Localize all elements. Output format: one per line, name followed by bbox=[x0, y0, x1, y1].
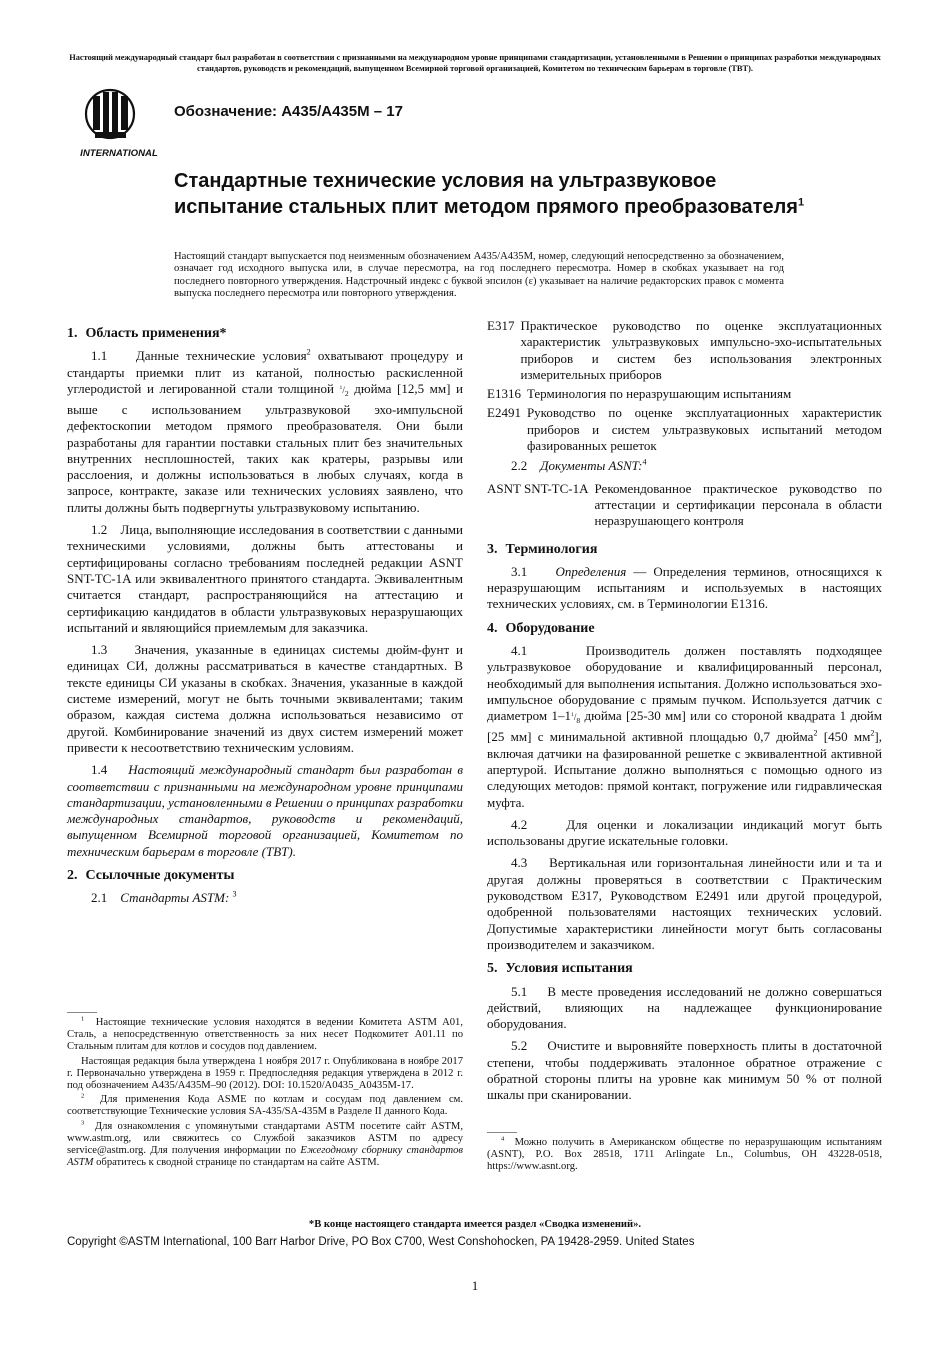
paragraph-number: 1.2 bbox=[91, 522, 108, 538]
paragraph-1-3 bbox=[67, 642, 463, 756]
text: Настоящий международный стандарт был разработан в соответствии с признанными на международном уровне принципами стандартизации, установленными в Решении о принципах разработки международных стандартов, руководств и рекомендаций, выпущенном Всемирной торговой организацией, Комитетом по техническим барьерам в торговле (TBT). bbox=[67, 762, 463, 859]
text: В месте проведения исследований не должно совершаться действий, влияющих на надлежащее функционирование оборудования. bbox=[487, 983, 883, 1032]
astm-logo-text: INTERNATIONAL bbox=[80, 148, 158, 159]
section-title: Область применения* bbox=[85, 326, 227, 341]
footnote-3: $^3$ Для ознакомления с упомянутыми стандартами ASTM посетите сайт ASTM, www.astm.org, или свяжитесь со Службой заказчиков ASTM по адресу service@astm.org. Для получения информации по Ежегодному сборнику стандартов ASTM обратитесь к сводной странице по стандартам на сайте ASTM. bbox=[67, 1119, 463, 1169]
asnt-references-list bbox=[487, 481, 882, 530]
paragraph-number: 4.2 bbox=[511, 816, 528, 832]
footnote-mark: 2 bbox=[306, 347, 311, 357]
right-column bbox=[487, 318, 882, 1110]
paragraph-3-1 bbox=[487, 564, 882, 613]
section-number: 5. bbox=[487, 961, 498, 977]
paragraph-number: 2.1 bbox=[91, 890, 108, 906]
reference-code: E2491 bbox=[487, 405, 521, 421]
reference-title: Руководство по оценке эксплуатационных характеристик приборов и систем ультразвуковых испытаний методом фазированных решеток bbox=[526, 405, 882, 454]
footnote-mark: 3 bbox=[232, 889, 237, 899]
page-number: 1 bbox=[471, 1278, 479, 1293]
text: дюйма [12,5 мм] и выше с использованием ультразвуковой эхо-импульсной дефектоскопии методом прямого преобразователя. Они были разработаны для гарантии поставки стальных плит без значительных внутренних несплошностей, таких как кратеры, разрывы или расслоения, и должны использоваться в любых случаях, когда в запросе, контракте, заказе или технических условиях заявлено, что плиты должны быть подвергнуты ультразвуковому испытанию. bbox=[67, 380, 464, 515]
copyright-line: Copyright ©ASTM International, 100 Barr Harbor Drive, PO Box C700, West Conshohocken, PA 19428-2959. United States bbox=[67, 1236, 695, 1248]
paragraph-number: 3.1 bbox=[511, 563, 528, 579]
paragraph-2-1 bbox=[67, 890, 463, 906]
reference-code: E317 bbox=[487, 318, 515, 333]
reference-code: ASNT SNT-TC-1A bbox=[487, 480, 589, 496]
term: Определения bbox=[555, 563, 627, 579]
section-number: 4. bbox=[487, 620, 498, 636]
section-4-heading bbox=[487, 621, 882, 637]
paragraph-1-2 bbox=[67, 522, 463, 636]
paragraph-number: 1.4 bbox=[91, 762, 108, 778]
paragraph-5-1 bbox=[487, 984, 882, 1033]
text: охватывают процедуру и стандарты приемки плит из катаной, полностью раскисленной углеродистой и легированной стали толщиной bbox=[67, 348, 464, 396]
section-number: 1. bbox=[67, 326, 78, 341]
section-title: Условия испытания bbox=[505, 961, 633, 977]
designation: Обозначение: A435/A435M – 17 bbox=[174, 103, 403, 120]
paragraph-2-2 bbox=[487, 458, 882, 474]
text: Лица, выполняющие исследования в соответствии с данными техническими условиями, должны быть аттестованы и сертифицированы согласно требованиям последней редакции ASNT SNT-TC-1A или эквивалентного принятого стандарта. Эквивалентным считается стандарт, распространяющийся на аттестацию и сертификацию кандидатов в области ультразвуковых неразрушающих испытаний и являющийся приемлемым для заказчика. bbox=[67, 522, 463, 635]
footnote-rule bbox=[487, 1132, 517, 1133]
astm-references-list bbox=[487, 318, 882, 454]
text: Вертикальная или горизонтальная линейности или и та и другая должны проверяться в соответствии с Практическим руководством E317, Руководством E2491 или другой процедурой, одобренной пользователями настоящих технических условий. Допустимые характеристики линейности могут быть согласованы производителем и заказчиком. bbox=[487, 855, 882, 952]
paragraph-number: 2.2 bbox=[511, 458, 528, 474]
text: Данные технические условия bbox=[135, 348, 307, 364]
summary-of-changes-note: *В конце настоящего стандарта имеется раздел «Сводка изменений». bbox=[308, 1219, 642, 1230]
section-title: Ссылочные документы bbox=[85, 868, 235, 884]
footnotes-left bbox=[67, 1012, 463, 1171]
fraction: $^1/_8$ bbox=[571, 712, 581, 726]
text: Документы ASNT: bbox=[540, 458, 643, 474]
footnote-2: $^2$ Для применения Кода ASME по котлам и сосудам под давлением см. соответствующие Технические условия SA-435/SA-435M в Разделе II данного Кода. bbox=[67, 1092, 464, 1118]
paragraph-number: 5.2 bbox=[511, 1038, 528, 1054]
footnote-4: $^4$ Можно получить в Американском обществе по неразрушающим испытаниям (ASNT), P.O. Box 28518, 1711 Arlingate Ln., Columbus, OH 43228-0518, https://www.asnt.org. bbox=[487, 1135, 883, 1173]
paragraph-number: 1.1 bbox=[91, 348, 108, 364]
section-1-heading bbox=[67, 326, 463, 342]
paragraph-1-1 bbox=[67, 348, 463, 516]
reference-item bbox=[487, 318, 882, 383]
paragraph-number: 1.3 bbox=[91, 642, 108, 658]
section-2-heading bbox=[67, 868, 463, 884]
reference-item bbox=[487, 386, 882, 402]
reference-title: Терминология по неразрушающим испытаниям bbox=[526, 386, 792, 402]
paragraph-5-2 bbox=[487, 1038, 882, 1103]
reference-item bbox=[487, 405, 882, 454]
paragraph-4-1: 4.1 Производитель должен поставлять подходящее ультразвуковое оборудование и квалифицированный персонал, необходимый для выполнения испытания. Должно использоваться эхо-импульсное оборудование с прямым пучком. Используется датчик с диаметром $1-1^1/_8$ дюйма [25-30 мм] или со стороной квадрата 1 дюйм [25 мм] с минимальной активной площадью 0,7 дюйма$^2$ [450 $мм^2$], включая датчики на фазированной решетке с эквивалентной активной апертурой. Испытание должно выполняться с помощью одного из следующих методов: прямой контакт, погружение или гидравлическая муфта. bbox=[487, 643, 882, 810]
top-notice: Настоящий международный стандарт был разработан в соответствии с признанными на международном уровне принципами стандартизации, установленными в Решении о принципах разработки международных стандартов, руководств и рекомендаций, выпущенном Всемирной торговой организацией, Комитетом по техническим барьерам в торговле (TBT). bbox=[69, 53, 881, 73]
footnote-1: $^1$ Настоящие технические условия находятся в ведении Комитета ASTM A01, Сталь, а непосредственную ответственность за них несет Подкомитет A01.11 по Стальным плитам для котлов и сосудов под давлением. bbox=[67, 1015, 464, 1053]
section-5-heading bbox=[487, 961, 882, 977]
fraction: $^1/_2$ bbox=[339, 384, 349, 398]
paragraph-4-2 bbox=[487, 817, 882, 850]
paragraph-4-3 bbox=[487, 855, 882, 953]
text: Для оценки и локализации индикаций могут быть использованы другие искательные головки. bbox=[487, 816, 882, 849]
text: Очистите и выровняйте поверхность плиты в достаточной степени, чтобы поддерживать эталонное обратное отражение с обратной стороны плиты на уровне как минимум 50 % от полной шкалы при сканировании. bbox=[487, 1038, 882, 1103]
text: Стандарты ASTM: bbox=[120, 890, 230, 906]
footnote-1-edition: Настоящая редакция была утверждена 1 ноября 2017 г. Опубликована в ноябре 2017 г. Первоначально утверждена в 1959 г. Предпоследняя редакция утверждена в 2012 г. под обозначением A435/A435M–90 (2012). DOI: 10.1520/A0435_A0435M-17. bbox=[67, 1055, 463, 1092]
paragraph-number: 4.3 bbox=[511, 855, 528, 871]
footnote-mark: 4 bbox=[642, 458, 647, 468]
reference-title: Практическое руководство по оценке эксплуатационных характеристик ультразвуковых импульсно-эхо-испытательных приборов и систем без использования электронных измерительных приборов bbox=[520, 318, 882, 382]
section-3-heading bbox=[487, 542, 882, 558]
title-text: Стандартные технические условия на ультразвуковое испытание стальных плит методом прямого преобразователя bbox=[174, 170, 798, 218]
astm-logo bbox=[74, 86, 164, 160]
section-number: 2. bbox=[67, 868, 78, 884]
footnote-rule bbox=[67, 1012, 97, 1013]
page-title bbox=[174, 168, 814, 220]
section-title: Оборудование bbox=[505, 620, 595, 636]
left-column bbox=[67, 318, 463, 913]
paragraph-number: 4.1 bbox=[511, 643, 528, 659]
paragraph-1-4 bbox=[67, 762, 463, 860]
section-title: Терминология bbox=[505, 541, 598, 557]
footnote-right bbox=[487, 1132, 882, 1176]
text: — Определения терминов, относящихся к неразрушающим испытаниям и используемых в настоящих технических условиях, см. в Терминологии E1316. bbox=[487, 563, 883, 612]
intro-paragraph: Настоящий стандарт выпускается под неизменным обозначением A435/A435M, номер, следующий непосредственно за обозначением, означает год исходного выпуска или, в случае пересмотра, на год последнего пересмотра. Номер в скобках указывает на год последнего повторного утверждения. Надстрочный индекс с буквой эпсилон (ε) указывает на наличие редакторских правок с момента выпуска последнего пересмотра или повторного утверждения. bbox=[174, 251, 784, 299]
reference-title: Рекомендованное практическое руководство по аттестации и сертификации персонала в области неразрушающего контроля bbox=[594, 480, 882, 529]
reference-item bbox=[487, 481, 882, 530]
paragraph-number: 5.1 bbox=[511, 983, 528, 999]
reference-code: E1316 bbox=[487, 386, 521, 402]
title-footnote-mark: 1 bbox=[797, 196, 805, 209]
text: Значения, указанные в единицах системы дюйм-фунт и единицах СИ, должны рассматриваться в качестве стандартных. В тексте единицы СИ указаны в скобках. Значения, указанные в каждой системе измерений, могут не быть точными эквивалентами; таким образом, каждая система должна использоваться независимо от другой. Комбинирование значений из двух систем измерений может привести к несоответствию техническим условиям. bbox=[67, 642, 463, 755]
section-number: 3. bbox=[487, 541, 498, 557]
